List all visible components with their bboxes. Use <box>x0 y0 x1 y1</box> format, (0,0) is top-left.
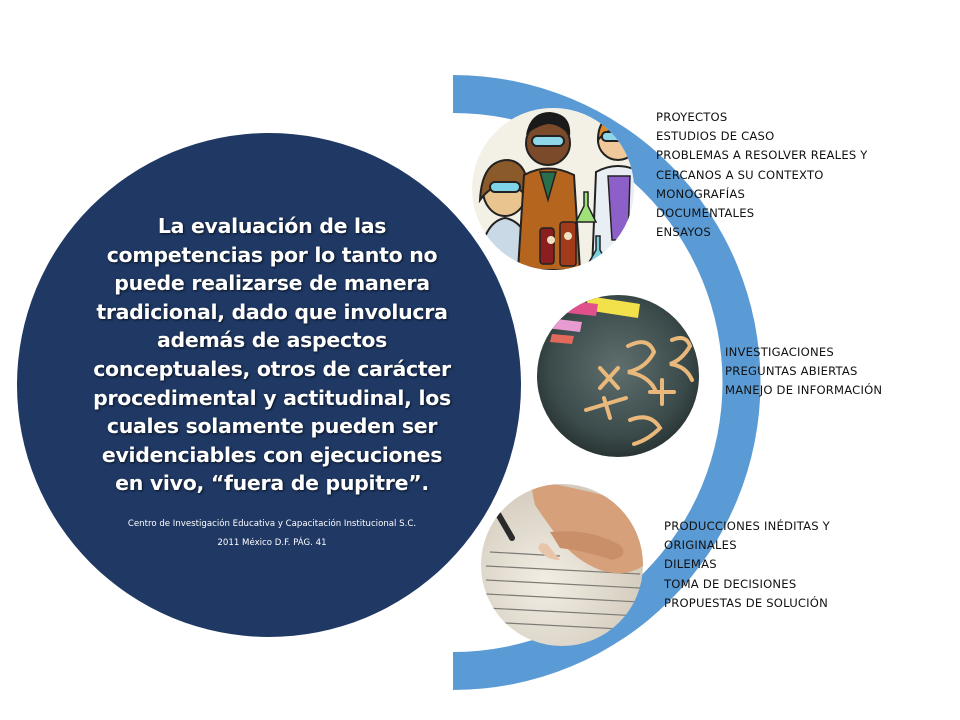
main-statement: La evaluación de las competencias por lo tanto no puede realizarse de manera tradicional, dado que involucra además de aspectos conceptuales, otros de carácter procedimental y actitudinal, los cuales solamente pueden ser evidenciables con ejecuciones en vivo, “fuera de pupitre”. <box>93 214 451 496</box>
chalkboard-math-photo <box>537 295 699 457</box>
activity-list-2 <box>725 343 882 401</box>
list-item: PROBLEMAS A RESOLVER REALES Y <box>656 148 868 163</box>
list-item: ENSAYOS <box>656 225 711 240</box>
list-item: DILEMAS <box>664 557 717 572</box>
citation-line-1: Centro de Investigación Educativa y Capacitación Institucional S.C. <box>127 519 417 529</box>
list-item: INVESTIGACIONES <box>725 345 834 359</box>
list-item: MANEJO DE INFORMACIÓN <box>725 383 883 398</box>
list-item: DOCUMENTALES <box>656 206 755 221</box>
citation <box>112 515 432 553</box>
list-item: PROYECTOS <box>656 110 728 124</box>
list-item: MONOGRAFÍAS <box>656 186 746 201</box>
list-item: ESTUDIOS DE CASO <box>656 129 775 144</box>
list-item: CERCANOS A SU CONTEXTO <box>656 167 824 182</box>
list-item: PROPUESTAS DE SOLUCIÓN <box>664 595 828 610</box>
list-item: TOMA DE DECISIONES <box>664 576 797 591</box>
activity-list-3 <box>664 517 830 613</box>
list-item: PREGUNTAS ABIERTAS <box>725 364 858 379</box>
citation-line-2: 2011 México D.F. PÁG. 41 <box>217 538 327 548</box>
list-item: ORIGINALES <box>664 538 737 553</box>
list-item: PRODUCCIONES INÉDITAS Y <box>664 519 830 533</box>
activity-list-1 <box>656 108 868 242</box>
